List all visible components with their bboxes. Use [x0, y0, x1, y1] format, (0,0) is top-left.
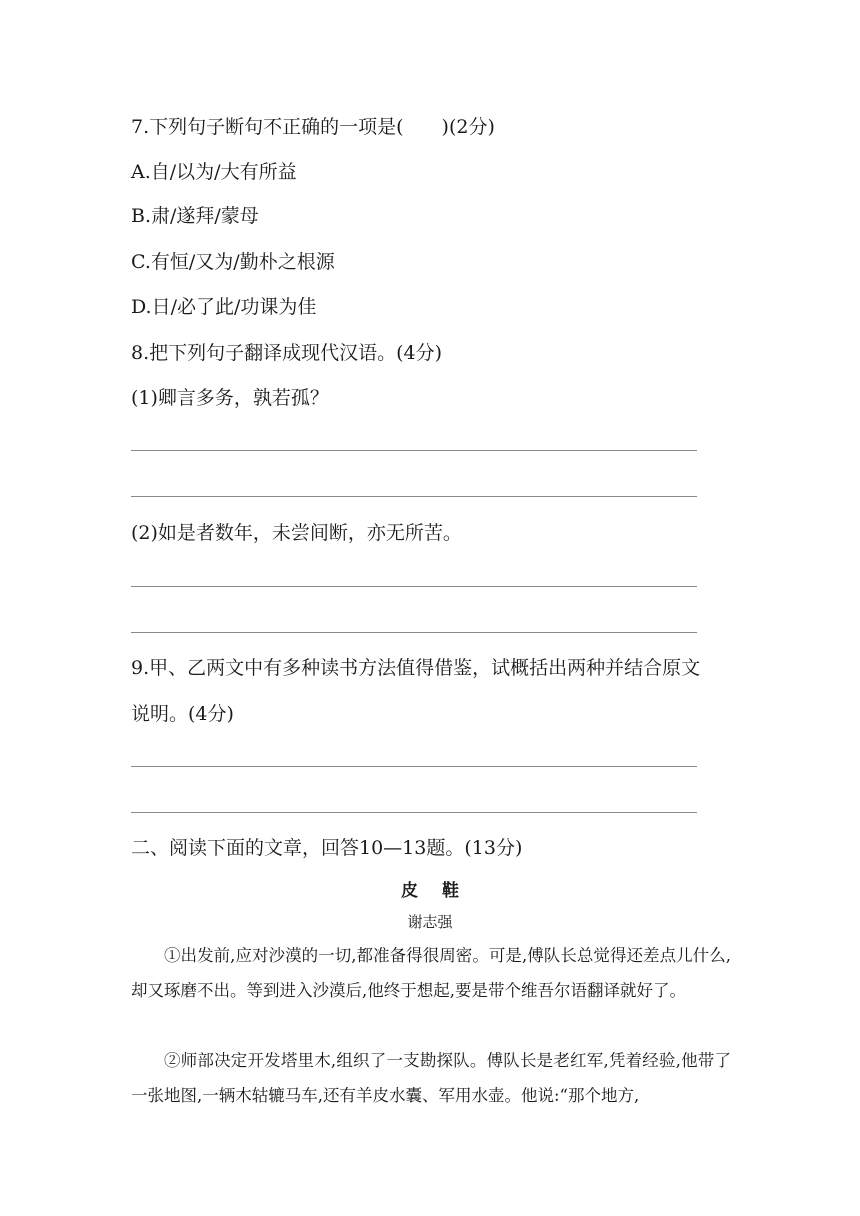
article-author: 谢志强: [407, 913, 453, 931]
article-paragraph-1: ①出发前,应对沙漠的一切,都准备得很周密。可是,傅队长总觉得还差点儿什么,却又琢磨不出。等到进入沙漠后,他终于想起,要是带个维吾尔语翻译就好了。: [131, 946, 731, 1000]
answer-line[interactable]: [131, 812, 697, 813]
answer-line[interactable]: [131, 766, 697, 767]
answer-line[interactable]: [131, 632, 697, 633]
q8-prompt: 8.把下列句子翻译成现代汉语。(4分): [131, 342, 443, 364]
q8-sub-1: (1)卿言多务，孰若孤？: [131, 387, 329, 409]
answer-line[interactable]: [131, 450, 697, 451]
q9-prompt-line-1: 9.甲、乙两文中有多种读书方法值得借鉴，试概括出两种并结合原文: [131, 657, 701, 679]
article-paragraph-2: ②师部决定开发塔里木,组织了一支勘探队。傅队长是老红军,凭着经验,他带了一张地图,一辆木轱辘马车,还有羊皮水囊、军用水壶。他说:“那个地方,: [131, 1051, 731, 1105]
q7-prompt: 7.下列句子断句不正确的一项是( )(2分): [131, 116, 495, 138]
answer-line[interactable]: [131, 586, 697, 587]
q7-option-a: A.自/以为/大有所益: [131, 161, 297, 183]
section-heading: 二、阅读下面的文章，回答10—13题。(13分): [131, 837, 523, 859]
q8-sub-2: (2)如是者数年，未尝间断，亦无所苦。: [131, 522, 462, 544]
article-title: 皮鞋: [401, 881, 483, 901]
q9-prompt-line-2: 说明。(4分): [131, 703, 234, 725]
q7-option-d: D.日/必了此/功课为佳: [131, 296, 317, 318]
q7-option-c: C.有恒/又为/勤朴之根源: [131, 251, 335, 273]
answer-line[interactable]: [131, 496, 697, 497]
q7-option-b: B.肃/遂拜/蒙母: [131, 205, 259, 227]
